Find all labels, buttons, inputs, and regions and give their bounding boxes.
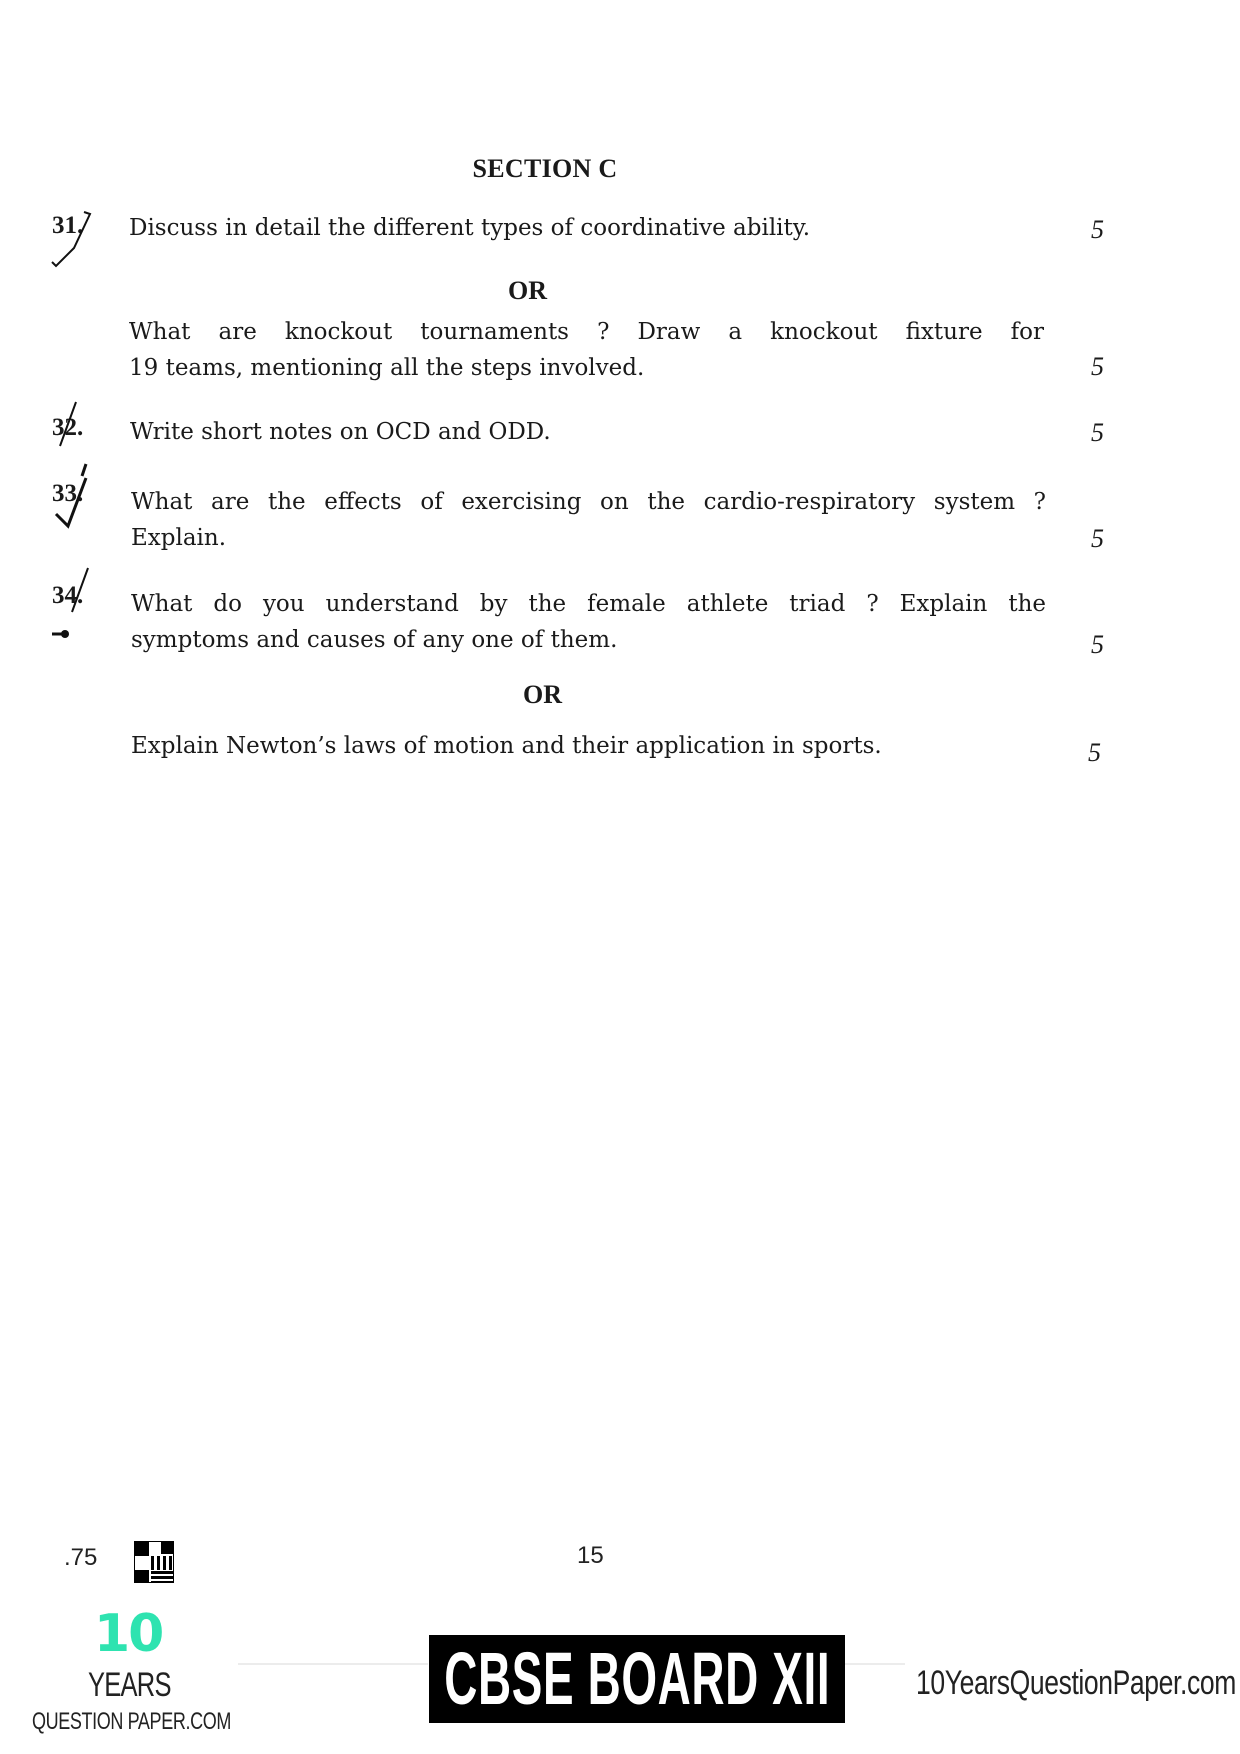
board-banner-text: CBSE BOARD XII [444,1637,830,1720]
divider [845,1663,905,1665]
question-text-alt: Explain Newton’s laws of motion and their application in sports. [131,733,882,759]
check-mark-icon [46,566,96,656]
question-text-line1: What are the effects of exercising on the cardio-respiratory system ? [131,489,1046,515]
marks: 5 [1091,418,1104,447]
marks: 5 [1091,630,1104,659]
marks: 5 [1088,738,1101,767]
question-number: 34. [52,582,84,609]
divider [238,1663,428,1665]
question-number: 33. [52,480,84,507]
question-text-line2: Explain. [131,525,227,551]
site-url[interactable]: 10YearsQuestionPaper.com [916,1664,1236,1702]
section-title: SECTION C [472,154,618,183]
question-text: Discuss in detail the different types of coordinative ability. [129,215,811,241]
question-text-alt-line2: 19 teams, mentioning all the steps involved. [129,355,645,381]
logo-years: YEARS [88,1666,171,1704]
question-text-line2: symptoms and causes of any one of them. [131,627,618,653]
logo-number: 10 [94,1604,163,1664]
or-label: OR [523,680,562,709]
question-text: Write short notes on OCD and ODD. [130,419,551,445]
paper-code: .75 [64,1544,98,1571]
question-text-line1: What do you understand by the female athlete triad ? Explain the [131,591,1046,617]
question-number: 32. [52,414,84,441]
board-banner [429,1635,845,1723]
logo-site: QUESTION PAPER.COM [32,1708,231,1735]
or-label: OR [508,276,547,305]
marks: 5 [1091,352,1104,381]
question-number: 31. [52,212,84,239]
page-number: 15 [577,1542,604,1569]
marks: 5 [1091,215,1104,244]
question-text-alt-line1: What are knockout tournaments ? Draw a knockout fixture for [129,319,1044,345]
qr-code-icon [134,1541,174,1583]
marks: 5 [1091,524,1104,553]
